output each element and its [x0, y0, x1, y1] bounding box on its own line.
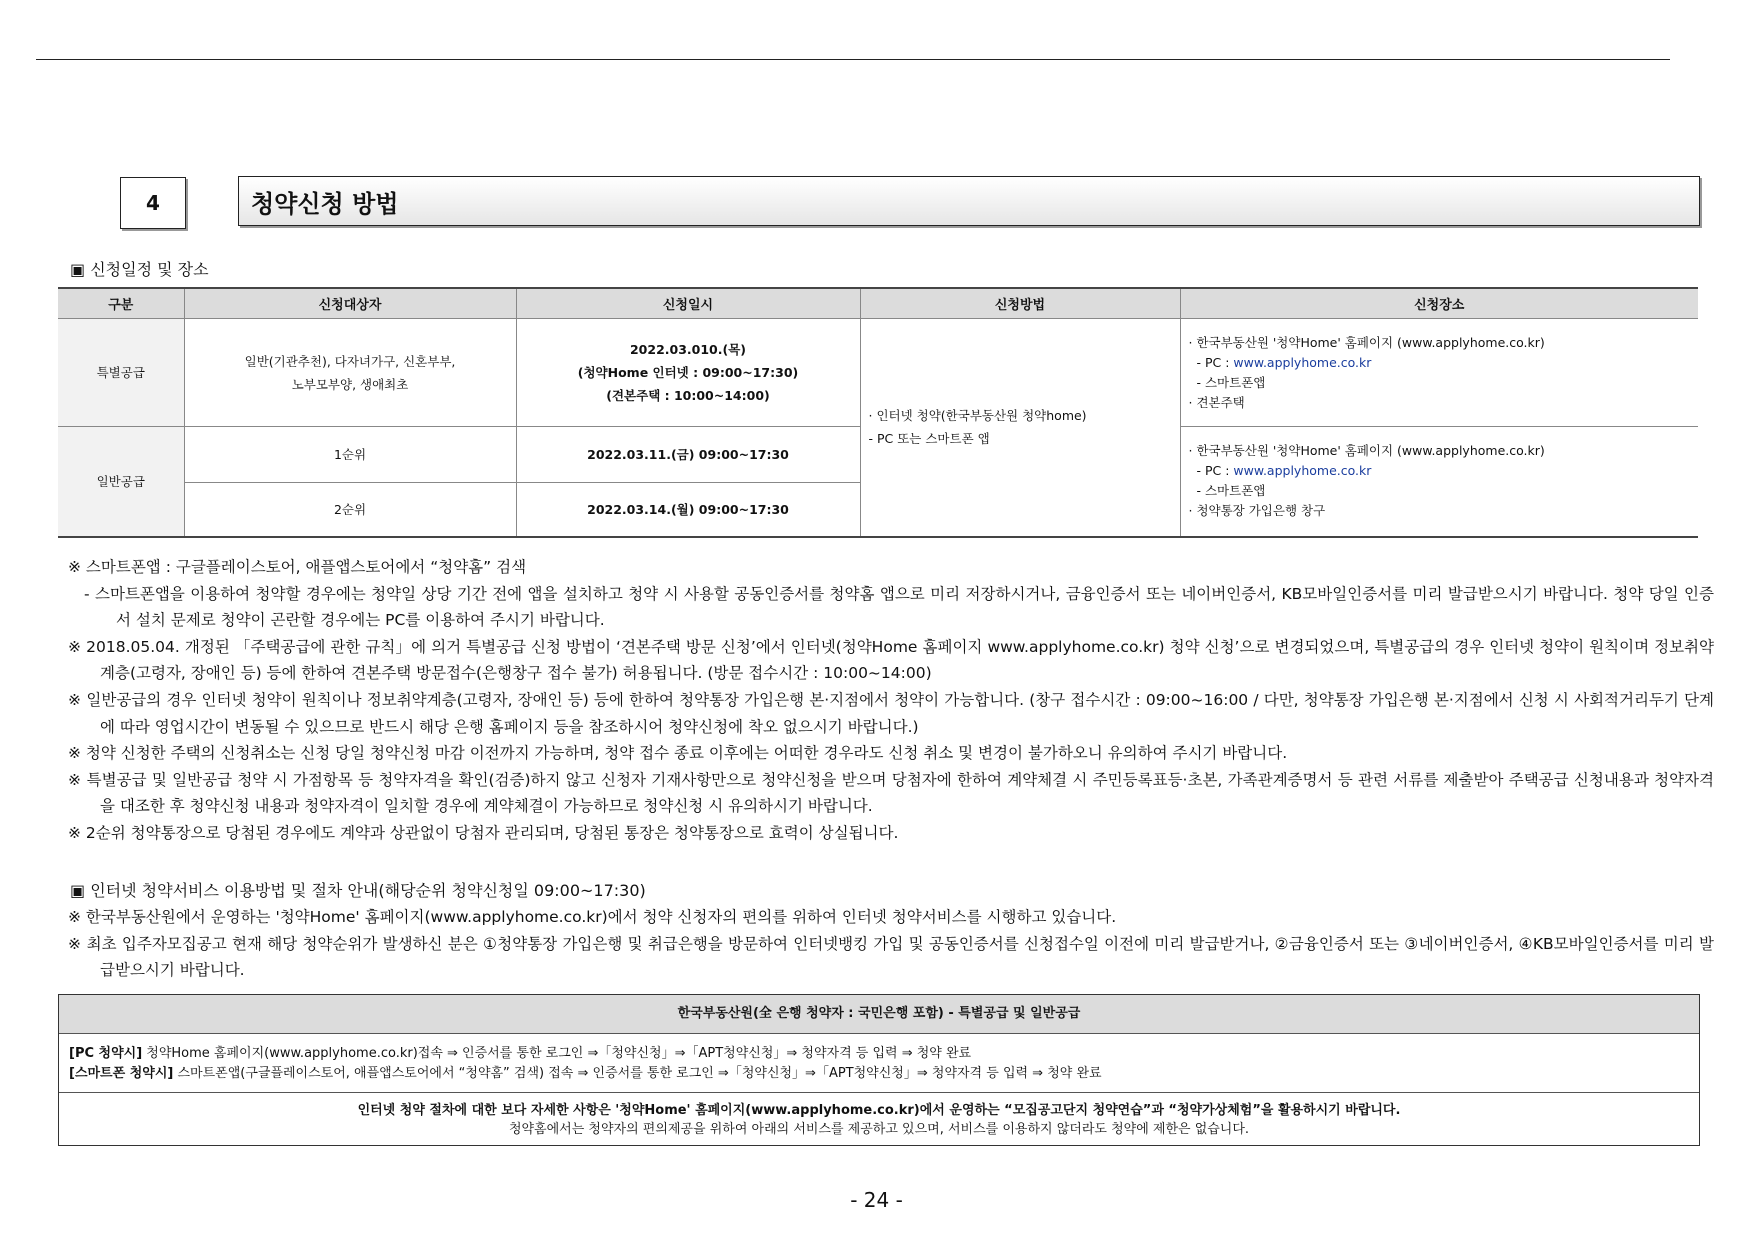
- schedule-heading: ▣ 신청일정 및 장소: [70, 260, 209, 279]
- header-rule: [36, 59, 1670, 60]
- note-item: ※ 2018.05.04. 개정된 「주택공급에 관한 규칙」에 의거 특별공급 신청 방법이 ‘견본주택 방문 신청’에서 인터넷(청약Home 홈페이지 www.applyhome.co.kr) 청약 신청’으로 변경되었으며, 특별공급의 경우 인터넷 청약이 원칙이며 정보취약계층(고령자, 장애인 등) 등에 한하여 견본주택 방문접수(은행창구 접수 불가) 허용됩니다. (방문 접수시간 : 10:00~14:00): [68, 637, 1714, 683]
- place-line: · 견본주택: [1188, 394, 1245, 410]
- note-item: ※ 스마트폰앱 : 구글플레이스토어, 애플앱스토어에서 “청약홈” 검색: [68, 558, 527, 576]
- table-header-row: [58, 288, 1698, 319]
- applyhome-link[interactable]: www.applyhome.co.kr: [1233, 354, 1372, 370]
- note-item: ※ 특별공급 및 일반공급 청약 시 가점항목 등 청약자격을 확인(검증)하지 않고 신청자 기재사항만으로 청약신청을 받으며 당첨자에 한하여 계약체결 시 주민등록표등·초본, 가족관계증명서 등 관련 서류를 제출받아 주택공급 신청내용과 청약자격을 대조한 후 청약신청 내용과 청약자격이 일치할 경우에 계약체결이 가능하므로 청약신청 시 유의하시기 바랍니다.: [68, 770, 1714, 816]
- schedule-table: [58, 287, 1698, 538]
- note-item: ※ 최초 입주자모집공고 현재 해당 청약순위가 발생하신 분은 ①청약통장 가입은행 및 취급은행을 방문하여 인터넷뱅킹 가입 및 공동인증서를 신청접수일 이전에 미리 발급받거나, ②금융인증서 또는 ③네이버인증서, ④KB모바일인증서를 미리 발급받으시기 바랍니다.: [68, 934, 1714, 980]
- special-place: [1180, 319, 1698, 427]
- pc-procedure-label: [PC 청약시]: [69, 1046, 143, 1061]
- note-item: ※ 청약 신청한 주택의 신청취소는 신청 당일 청약신청 마감 이전까지 가능하며, 청약 접수 종료 이후에는 어떠한 경우라도 신청 취소 및 변경이 불가하오니 유의하여 주시기 바랍니다.: [68, 744, 1288, 763]
- header-target: 신청대상자: [184, 288, 516, 319]
- procedure-footer-line: 청약홈에서는 청약자의 편의제공을 위하여 아래의 서비스를 제공하고 있으며, 서비스를 이용하지 않더라도 청약에 제한은 없습니다.: [508, 1122, 1250, 1137]
- special-supply-label: 특별공급: [58, 319, 184, 427]
- mobile-procedure: [69, 1064, 1689, 1084]
- header-method: 신청방법: [860, 288, 1180, 319]
- note-item: ※ 일반공급의 경우 인터넷 청약이 원칙이나 정보취약계층(고령자, 장애인 등) 등에 한하여 청약통장 가입은행 본·지점에서 청약이 가능합니다. (창구 접수시간 : 09:00~16:00 / 다만, 청약통장 가입은행 본·지점에서 신청 시 사회적거리두기 단계에 따라 영업시간이 변동될 수 있으므로 반드시 해당 은행 홈페이지 등을 참조하시어 청약신청에 착오 없으시기 바랍니다.): [68, 690, 1714, 736]
- general-supply-label: 일반공급: [58, 427, 184, 537]
- procedure-box-footer: [59, 1093, 1699, 1145]
- special-date-line: (청약Home 인터넷 : 09:00~17:30): [577, 365, 799, 380]
- section-title: 청약신청 방법: [238, 176, 1700, 226]
- application-method: [860, 319, 1180, 537]
- internet-notes: [68, 904, 1714, 984]
- place-line: - 스마트폰앱: [1196, 374, 1266, 390]
- note-item: ※ 한국부동산원에서 운영하는 '청약Home' 홈페이지(www.applyhome.co.kr)에서 청약 신청자의 편의를 위하여 인터넷 청약서비스를 시행하고 있습니다.: [68, 908, 1117, 926]
- rank2-date: 2022.03.14.(월) 09:00~17:30: [516, 483, 860, 537]
- method-line: - PC 또는 스마트폰 앱: [868, 431, 990, 447]
- header-category: 구분: [58, 288, 184, 319]
- mobile-procedure-label: [스마트폰 청약시]: [69, 1066, 174, 1081]
- note-item: - 스마트폰앱을 이용하여 청약할 경우에는 청약일 상당 기간 전에 앱을 설치하고 청약 시 사용할 공동인증서를 청약홈 앱으로 미리 저장하시거나, 금융인증서 또는 네이버인증서, KB모바일인증서를 미리 발급받으시기 바랍니다. 청약 당일 인증서 설치 문제로 청약이 곤란할 경우에는 PC를 이용하여 주시기 바랍니다.: [84, 584, 1714, 630]
- place-line: · 청약통장 가입은행 창구: [1188, 503, 1326, 519]
- special-date: [516, 319, 860, 427]
- special-date-line: 2022.03.010.(목): [629, 342, 747, 357]
- special-targets-line: 노부모부양, 생애최초: [291, 376, 409, 392]
- place-line: · 한국부동산원 '청약Home' 홈페이지 (www.applyhome.co.kr): [1188, 443, 1545, 459]
- place-line: [1189, 461, 1698, 481]
- rank1-label: 1순위: [184, 427, 516, 483]
- header-place: 신청장소: [1180, 288, 1698, 319]
- general-place: [1180, 427, 1698, 537]
- mobile-procedure-text: 스마트폰앱(구글플레이스토어, 애플앱스토어에서 “청약홈” 검색) 접속 ⇒ 인증서를 통한 로그인 ⇒「청약신청」⇒「APT청약신청」⇒ 청약자격 등 입력 ⇒ 청약 완료: [173, 1066, 1102, 1081]
- place-pc-prefix: - PC :: [1196, 463, 1234, 479]
- pc-procedure: [69, 1044, 1689, 1064]
- section-number: 4: [120, 177, 186, 229]
- procedure-box: [58, 994, 1700, 1146]
- note-item: ※ 2순위 청약통장으로 당첨된 경우에도 계약과 상관없이 당첨자 관리되며, 당첨된 통장은 청약통장으로 효력이 상실됩니다.: [68, 823, 899, 842]
- internet-heading: ▣ 인터넷 청약서비스 이용방법 및 절차 안내(해당순위 청약신청일 09:00~17:30): [70, 881, 646, 900]
- place-line: · 한국부동산원 '청약Home' 홈페이지 (www.applyhome.co.kr): [1188, 334, 1545, 350]
- special-targets-line: 일반(기관추천), 다자녀가구, 신혼부부,: [244, 353, 456, 369]
- place-line: [1189, 353, 1698, 373]
- procedure-footer-line: 인터넷 청약 절차에 대한 보다 자세한 사항은 '청약Home' 홈페이지(www.applyhome.co.kr)에서 운영하는 “모집공고단지 청약연습”과 “청약가상체험”을 활용하시기 바랍니다.: [357, 1103, 1401, 1118]
- applyhome-link[interactable]: www.applyhome.co.kr: [1233, 463, 1372, 479]
- pc-procedure-text: 청약Home 홈페이지(www.applyhome.co.kr)접속 ⇒ 인증서를 통한 로그인 ⇒「청약신청」⇒「APT청약신청」⇒ 청약자격 등 입력 ⇒ 청약 완료: [142, 1046, 972, 1061]
- place-pc-prefix: - PC :: [1196, 354, 1234, 370]
- rank1-date: 2022.03.11.(금) 09:00~17:30: [516, 427, 860, 483]
- place-line: - 스마트폰앱: [1196, 483, 1266, 499]
- special-date-line: (견본주택 : 10:00~14:00): [606, 388, 770, 403]
- table-row: [58, 319, 1698, 427]
- rank2-label: 2순위: [184, 483, 516, 537]
- method-line: · 인터넷 청약(한국부동산원 청약home): [868, 408, 1087, 424]
- notes-list: [68, 554, 1714, 847]
- special-targets: [184, 319, 516, 427]
- header-date: 신청일시: [516, 288, 860, 319]
- page-number: - 24 -: [850, 1188, 903, 1212]
- procedure-box-header: 한국부동산원(全 은행 청약자 : 국민은행 포함) - 특별공급 및 일반공급: [59, 995, 1699, 1034]
- procedure-steps: [59, 1034, 1699, 1093]
